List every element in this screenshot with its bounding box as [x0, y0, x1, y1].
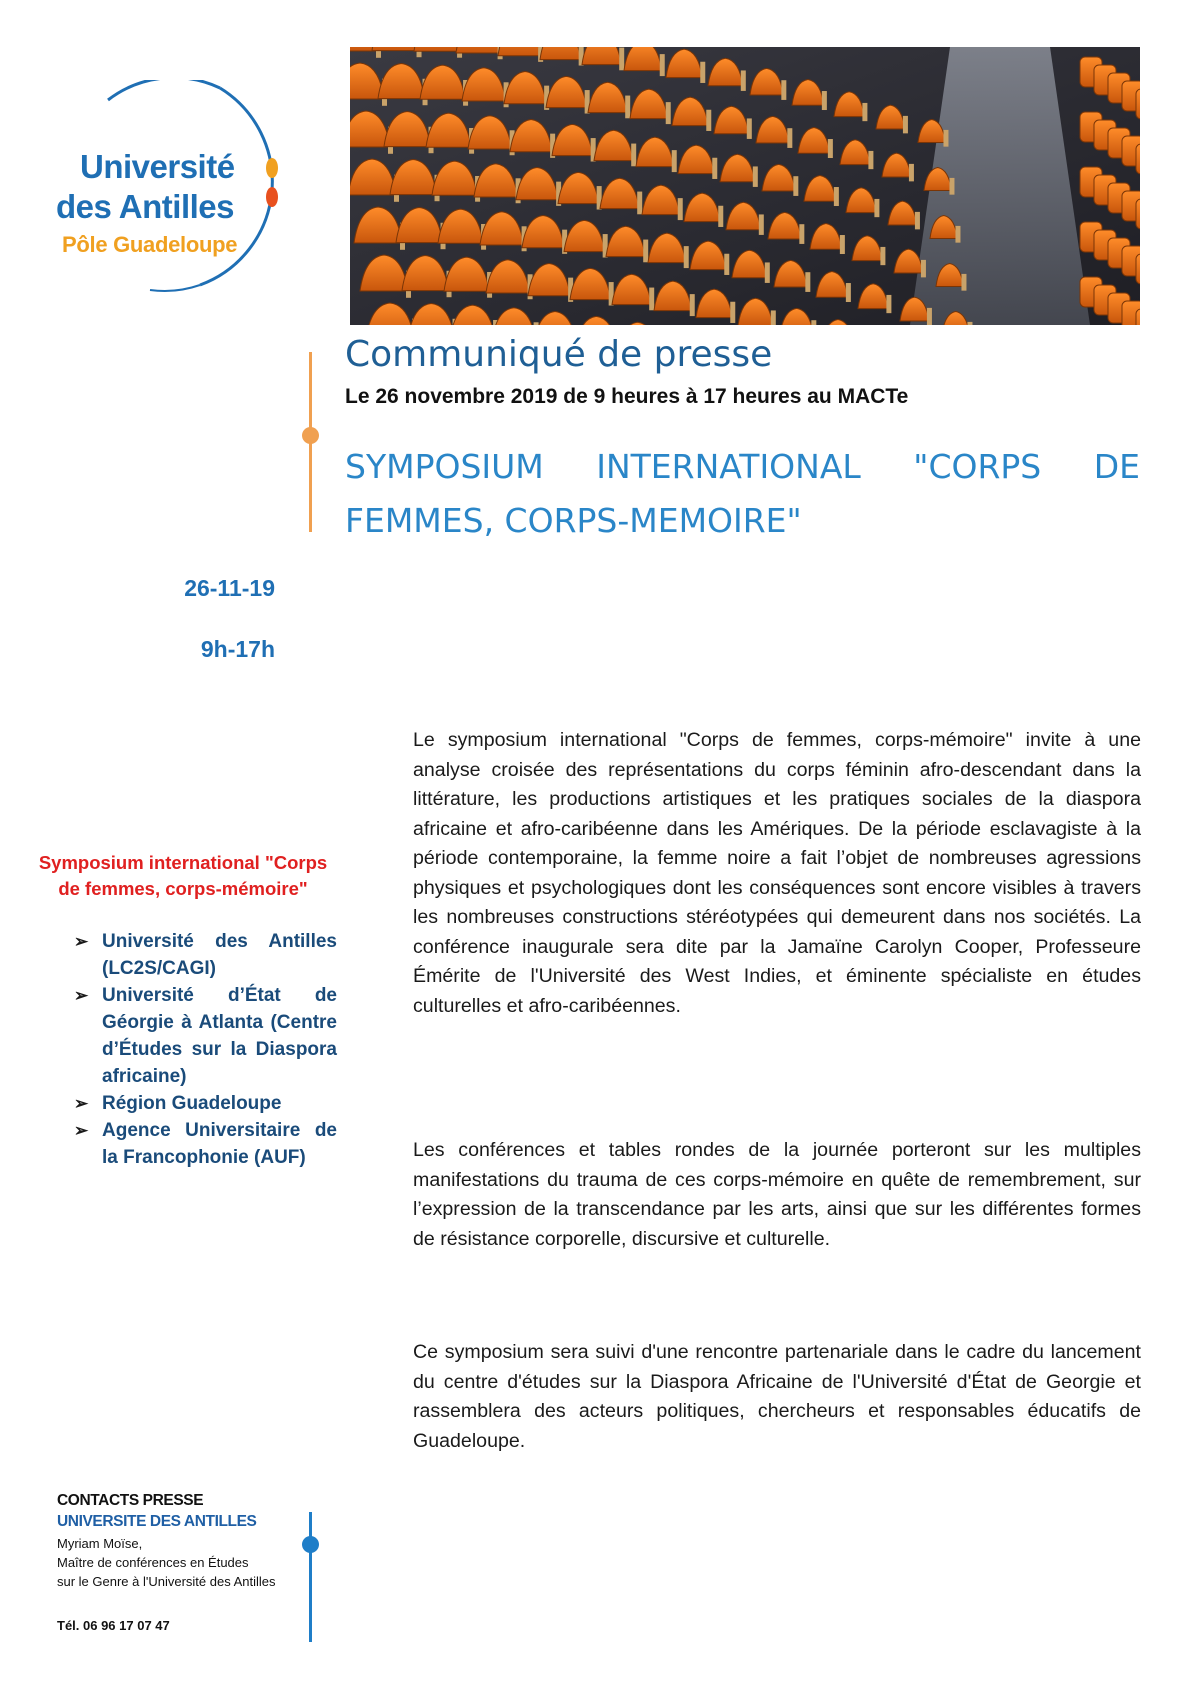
arrow-bullet-icon: ➢: [74, 932, 89, 951]
arrow-bullet-icon: ➢: [74, 986, 89, 1005]
event-time: 9h-17h: [200, 636, 275, 662]
symposium-title: SYMPOSIUM INTERNATIONAL "CORPS DE FEMMES, CORPS-MEMOIRE": [345, 447, 1140, 540]
logo-text-universite: Université: [80, 148, 235, 185]
contacts-heading: CONTACTS PRESSE: [57, 1492, 204, 1509]
body-paragraph-2: Les conférences et tables rondes de la journée porteront sur les multiples manifestations du trauma de ces corps-mémoire en quête de remembrement, sur l’expression de la transcendance par les arts, ainsi que sur les différentes formes de résistance corporelle, discursive et culturelle.: [413, 1139, 1141, 1250]
body-paragraph-1: Le symposium international "Corps de femmes, corps-mémoire" invite à une analyse croisée des représentations du corps féminin afro-descendant dans la littérature, les productions artistiques et les pratiques sociales de la diaspora africaine et afro-caribéenne dans les Amériques. De la période esclavagiste à la période contemporaine, la femme noire a fait l’objet de nombreuses agressions physiques et psychologiques dont les conséquences sont encore visibles à travers les nombreuses constructions stéréotypées qui demeurent dans nos sociétés. La conférence inaugurale sera dite par la Jamaïne Carolyn Cooper, Professeure Émérite de l'Université des West Indies, et éminente spécialiste en études culturelles et afro-caribéennes.: [413, 729, 1141, 1017]
partner-name: Agence Universitaire de la Francophonie (AUF): [102, 1120, 337, 1168]
partner-name: Région Guadeloupe: [102, 1093, 282, 1114]
logo-text-des-antilles: des Antilles: [56, 188, 234, 225]
page-title: Communiqué de presse: [345, 334, 773, 375]
hero-theatre-seats-image: [350, 47, 1140, 325]
arrow-bullet-icon: ➢: [74, 1094, 89, 1113]
partner-name: Université des Antilles (LC2S/CAGI): [102, 931, 337, 979]
contact-role-line-1: Maître de conférences en Études: [57, 1555, 249, 1570]
contact-accent-line: [309, 1512, 312, 1642]
body-paragraph-3: Ce symposium sera suivi d'une rencontre partenariale dans le cadre du lancement du centre d'études sur la Diaspora Africaine de l'Université d'État de Georgie et rassemblera des acteurs politiques, chercheurs et responsables éducatifs de Guadeloupe.: [413, 1341, 1141, 1452]
list-item: [72, 1117, 337, 1171]
list-item: [72, 982, 337, 1090]
logo-text-pole-guadeloupe: Pôle Guadeloupe: [62, 232, 238, 257]
partner-name: Université d’État de Géorgie à Atlanta (Centre d’Études sur la Diaspora africaine): [102, 985, 337, 1087]
event-date-line: Le 26 novembre 2019 de 9 heures à 17 heures au MACTe: [345, 385, 909, 408]
partner-list: [72, 928, 337, 1171]
contacts-organization: UNIVERSITE DES ANTILLES: [57, 1513, 257, 1530]
contact-phone: Tél. 06 96 17 07 47: [57, 1618, 170, 1633]
contact-role-line-2: sur le Genre à l'Université des Antilles: [57, 1574, 276, 1589]
contact-accent-dot: [302, 1536, 319, 1553]
event-date: 26-11-19: [184, 575, 275, 601]
sidebar-heading: Symposium international "Corps de femmes, corps-mémoire": [38, 852, 328, 899]
arrow-bullet-icon: ➢: [74, 1121, 89, 1140]
list-item: [72, 1090, 337, 1117]
university-logo: [50, 80, 290, 295]
contact-name: Myriam Moïse,: [57, 1536, 143, 1551]
list-item: [72, 928, 337, 982]
header-accent-dot: [302, 427, 319, 444]
